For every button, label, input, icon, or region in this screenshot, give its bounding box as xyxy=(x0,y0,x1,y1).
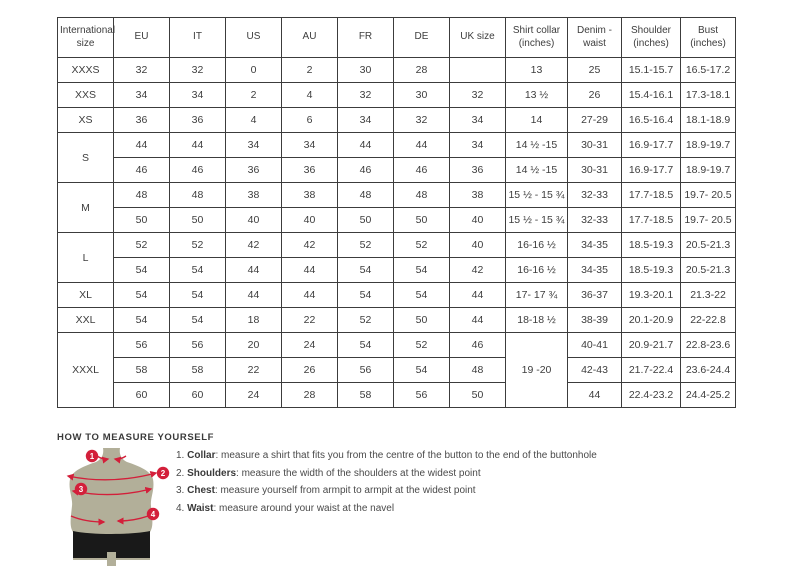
table-cell: M xyxy=(58,183,114,233)
table-cell: 38-39 xyxy=(568,308,622,333)
table-cell: 16.5-16.4 xyxy=(622,108,681,133)
measure-figure xyxy=(57,448,172,566)
step-label: Waist xyxy=(187,502,214,514)
table-cell: 32-33 xyxy=(568,183,622,208)
header-row xyxy=(58,18,736,58)
table-cell: XS xyxy=(58,108,114,133)
table-cell: 19.7- 20.5 xyxy=(681,208,736,233)
step-text: : measure around your waist at the navel xyxy=(213,502,395,514)
table-cell: 36 xyxy=(450,158,506,183)
table-cell: 17.3-18.1 xyxy=(681,83,736,108)
table-cell: 42 xyxy=(226,233,282,258)
table-cell: 15.1-15.7 xyxy=(622,58,681,83)
table-cell: 60 xyxy=(170,383,226,408)
column-header: Shirt collar (inches) xyxy=(506,18,568,58)
table-cell: 58 xyxy=(170,358,226,383)
table-cell: 32 xyxy=(170,58,226,83)
table-cell: 52 xyxy=(114,233,170,258)
table-cell: 52 xyxy=(338,308,394,333)
table-cell: 32 xyxy=(394,108,450,133)
table-cell: 18.5-19.3 xyxy=(622,258,681,283)
step-label: Chest xyxy=(187,485,215,496)
table-cell: 23.6-24.4 xyxy=(681,358,736,383)
table-row xyxy=(58,283,736,308)
table-cell: S xyxy=(58,133,114,183)
table-cell: 50 xyxy=(114,208,170,233)
table-row xyxy=(58,58,736,83)
table-cell: L xyxy=(58,233,114,283)
table-row xyxy=(58,358,736,383)
column-header: US xyxy=(226,18,282,58)
step-number: 3. xyxy=(176,485,188,496)
table-cell: 36 xyxy=(114,108,170,133)
table-cell: 48 xyxy=(338,183,394,208)
table-cell: 22 xyxy=(226,358,282,383)
table-cell: 34 xyxy=(226,133,282,158)
table-cell: 50 xyxy=(338,208,394,233)
table-cell: 42 xyxy=(450,258,506,283)
table-cell: 42 xyxy=(282,233,338,258)
table-cell: 54 xyxy=(394,358,450,383)
table-cell: 20.5-21.3 xyxy=(681,233,736,258)
marker-1-number: 1 xyxy=(89,452,95,461)
table-cell: 32 xyxy=(450,83,506,108)
table-cell: 22.4-23.2 xyxy=(622,383,681,408)
table-cell: 6 xyxy=(282,108,338,133)
table-cell: 34 xyxy=(114,83,170,108)
table-cell: 25 xyxy=(568,58,622,83)
table-cell: 32 xyxy=(338,83,394,108)
table-cell: 30-31 xyxy=(568,133,622,158)
table-cell: 36 xyxy=(282,158,338,183)
table-cell: 34 xyxy=(450,108,506,133)
measure-step xyxy=(176,450,736,462)
table-cell: 44 xyxy=(282,258,338,283)
table-cell: 54 xyxy=(170,308,226,333)
table-cell: 48 xyxy=(114,183,170,208)
column-header: FR xyxy=(338,18,394,58)
table-cell: XXXL xyxy=(58,333,114,408)
table-cell: 17.7-18.5 xyxy=(622,183,681,208)
step-label: Shoulders xyxy=(187,467,237,479)
table-row xyxy=(58,333,736,358)
table-cell: 58 xyxy=(114,358,170,383)
table-cell: 20 xyxy=(226,333,282,358)
table-cell: 44 xyxy=(568,383,622,408)
table-cell: 56 xyxy=(170,333,226,358)
step-number: 2. xyxy=(176,467,188,479)
table-cell xyxy=(450,58,506,83)
table-cell: 40-41 xyxy=(568,333,622,358)
table-cell: 16.5-17.2 xyxy=(681,58,736,83)
table-cell: XXS xyxy=(58,83,114,108)
column-header: AU xyxy=(282,18,338,58)
table-cell: 14 ½ -15 xyxy=(506,158,568,183)
table-cell: 22.8-23.6 xyxy=(681,333,736,358)
table-cell: 19 -20 xyxy=(506,333,568,408)
table-cell: 54 xyxy=(338,258,394,283)
column-header: IT xyxy=(170,18,226,58)
table-row xyxy=(58,108,736,133)
table-cell: 46 xyxy=(450,333,506,358)
table-cell: 52 xyxy=(338,233,394,258)
column-header: Denim - waist xyxy=(568,18,622,58)
table-cell: 56 xyxy=(394,383,450,408)
table-cell: 24 xyxy=(282,333,338,358)
table-cell: 40 xyxy=(282,208,338,233)
step-number: 1. xyxy=(176,450,188,461)
table-cell: 19.7- 20.5 xyxy=(681,183,736,208)
table-cell: 15 ½ - 15 ¾ xyxy=(506,208,568,233)
table-cell: 42-43 xyxy=(568,358,622,383)
table-cell: 46 xyxy=(114,158,170,183)
table-cell: 54 xyxy=(114,283,170,308)
mannequin-stand xyxy=(107,558,116,566)
table-cell: 60 xyxy=(114,383,170,408)
table-cell: 40 xyxy=(226,208,282,233)
table-cell: 44 xyxy=(282,283,338,308)
how-to-measure-title: HOW TO MEASURE YOURSELF xyxy=(57,432,215,443)
step-text: : measure a shirt that fits you from the centre of the button to the end of the buttonhole xyxy=(215,450,597,461)
table-cell: 18.9-19.7 xyxy=(681,133,736,158)
table-cell: XXL xyxy=(58,308,114,333)
table-row xyxy=(58,258,736,283)
table-cell: 24 xyxy=(226,383,282,408)
table-row xyxy=(58,133,736,158)
table-cell: 16.9-17.7 xyxy=(622,133,681,158)
table-cell: 36-37 xyxy=(568,283,622,308)
table-cell: 16-16 ½ xyxy=(506,233,568,258)
column-header: EU xyxy=(114,18,170,58)
column-header: Bust (inches) xyxy=(681,18,736,58)
table-cell: 54 xyxy=(114,258,170,283)
column-header: DE xyxy=(394,18,450,58)
table-cell: 34-35 xyxy=(568,233,622,258)
table-cell: 46 xyxy=(338,158,394,183)
table-row xyxy=(58,308,736,333)
table-cell: 13 xyxy=(506,58,568,83)
table-cell: 18.1-18.9 xyxy=(681,108,736,133)
table-cell: 21.3-22 xyxy=(681,283,736,308)
table-cell: 34 xyxy=(170,83,226,108)
measure-step xyxy=(176,503,736,515)
table-cell: 54 xyxy=(338,283,394,308)
table-row xyxy=(58,208,736,233)
table-cell: 38 xyxy=(226,183,282,208)
table-cell: 16.9-17.7 xyxy=(622,158,681,183)
table-cell: 15 ½ - 15 ¾ xyxy=(506,183,568,208)
table-cell: 40 xyxy=(450,233,506,258)
table-cell: 27-29 xyxy=(568,108,622,133)
table-cell: 54 xyxy=(338,333,394,358)
table-cell: 17- 17 ¾ xyxy=(506,283,568,308)
table-cell: 20.5-21.3 xyxy=(681,258,736,283)
size-table-body xyxy=(58,58,736,408)
table-cell: 52 xyxy=(170,233,226,258)
table-cell: 30 xyxy=(338,58,394,83)
column-header: UK size xyxy=(450,18,506,58)
table-cell: 26 xyxy=(568,83,622,108)
size-table-header xyxy=(58,18,736,58)
table-cell: 56 xyxy=(338,358,394,383)
step-text: : measure yourself from armpit to armpit at the widest point xyxy=(214,485,476,496)
table-cell: 22 xyxy=(282,308,338,333)
table-cell: 48 xyxy=(170,183,226,208)
table-cell: 19.3-20.1 xyxy=(622,283,681,308)
table-cell: 36 xyxy=(226,158,282,183)
table-cell: 44 xyxy=(394,133,450,158)
table-cell: 54 xyxy=(394,258,450,283)
table-cell: 28 xyxy=(282,383,338,408)
table-row xyxy=(58,158,736,183)
table-cell: 30-31 xyxy=(568,158,622,183)
table-cell: 26 xyxy=(282,358,338,383)
table-row xyxy=(58,183,736,208)
table-cell: 34 xyxy=(338,108,394,133)
table-cell: 36 xyxy=(170,108,226,133)
table-cell: 22-22.8 xyxy=(681,308,736,333)
table-cell: 52 xyxy=(394,233,450,258)
step-number: 4. xyxy=(176,502,188,514)
table-cell: 0 xyxy=(226,58,282,83)
table-cell: 2 xyxy=(282,58,338,83)
table-cell: 4 xyxy=(282,83,338,108)
table-cell: 14 xyxy=(506,108,568,133)
table-cell: 16-16 ½ xyxy=(506,258,568,283)
table-row xyxy=(58,83,736,108)
table-cell: 44 xyxy=(338,133,394,158)
table-cell: 44 xyxy=(450,283,506,308)
table-cell: 18-18 ½ xyxy=(506,308,568,333)
table-cell: 34-35 xyxy=(568,258,622,283)
table-cell: 4 xyxy=(226,108,282,133)
table-cell: 24.4-25.2 xyxy=(681,383,736,408)
table-cell: 46 xyxy=(170,158,226,183)
table-cell: 54 xyxy=(170,258,226,283)
table-cell: 58 xyxy=(338,383,394,408)
table-cell: 48 xyxy=(394,183,450,208)
table-cell: 20.1-20.9 xyxy=(622,308,681,333)
table-cell: 32-33 xyxy=(568,208,622,233)
table-cell: 52 xyxy=(394,333,450,358)
table-cell: 38 xyxy=(450,183,506,208)
table-cell: 54 xyxy=(114,308,170,333)
table-cell: 44 xyxy=(114,133,170,158)
table-cell: XL xyxy=(58,283,114,308)
table-cell: 21.7-22.4 xyxy=(622,358,681,383)
table-cell: 15.4-16.1 xyxy=(622,83,681,108)
table-cell: 44 xyxy=(170,133,226,158)
table-cell: 30 xyxy=(394,83,450,108)
measure-step xyxy=(176,468,736,480)
size-table xyxy=(57,17,736,408)
table-cell: 56 xyxy=(114,333,170,358)
mannequin-illustration xyxy=(57,448,172,566)
table-cell: 13 ½ xyxy=(506,83,568,108)
table-cell: 18.9-19.7 xyxy=(681,158,736,183)
measure-step xyxy=(176,485,736,497)
marker-3-number: 3 xyxy=(78,485,84,494)
column-header: Shoulder (inches) xyxy=(622,18,681,58)
table-cell: 44 xyxy=(226,283,282,308)
table-cell: 50 xyxy=(170,208,226,233)
table-cell: 34 xyxy=(450,133,506,158)
table-cell: 14 ½ -15 xyxy=(506,133,568,158)
table-cell: 50 xyxy=(394,308,450,333)
table-cell: 18.5-19.3 xyxy=(622,233,681,258)
table-cell: 20.9-21.7 xyxy=(622,333,681,358)
table-cell: 50 xyxy=(450,383,506,408)
table-cell: 2 xyxy=(226,83,282,108)
marker-4-number: 4 xyxy=(150,510,156,519)
table-cell: 54 xyxy=(394,283,450,308)
table-cell: 46 xyxy=(394,158,450,183)
table-cell: 48 xyxy=(450,358,506,383)
table-cell: 44 xyxy=(226,258,282,283)
measure-steps xyxy=(176,450,736,520)
marker-2-number: 2 xyxy=(160,469,166,478)
table-cell: 17.7-18.5 xyxy=(622,208,681,233)
table-cell: 50 xyxy=(394,208,450,233)
table-cell: 18 xyxy=(226,308,282,333)
table-cell: 40 xyxy=(450,208,506,233)
table-cell: 38 xyxy=(282,183,338,208)
table-row xyxy=(58,383,736,408)
table-cell: 54 xyxy=(170,283,226,308)
table-cell: XXXS xyxy=(58,58,114,83)
column-header: International size xyxy=(58,18,114,58)
table-row xyxy=(58,233,736,258)
step-label: Collar xyxy=(187,450,216,461)
table-cell: 28 xyxy=(394,58,450,83)
step-text: : measure the width of the shoulders at the widest point xyxy=(236,467,481,479)
table-cell: 34 xyxy=(282,133,338,158)
table-cell: 32 xyxy=(114,58,170,83)
table-cell: 44 xyxy=(450,308,506,333)
